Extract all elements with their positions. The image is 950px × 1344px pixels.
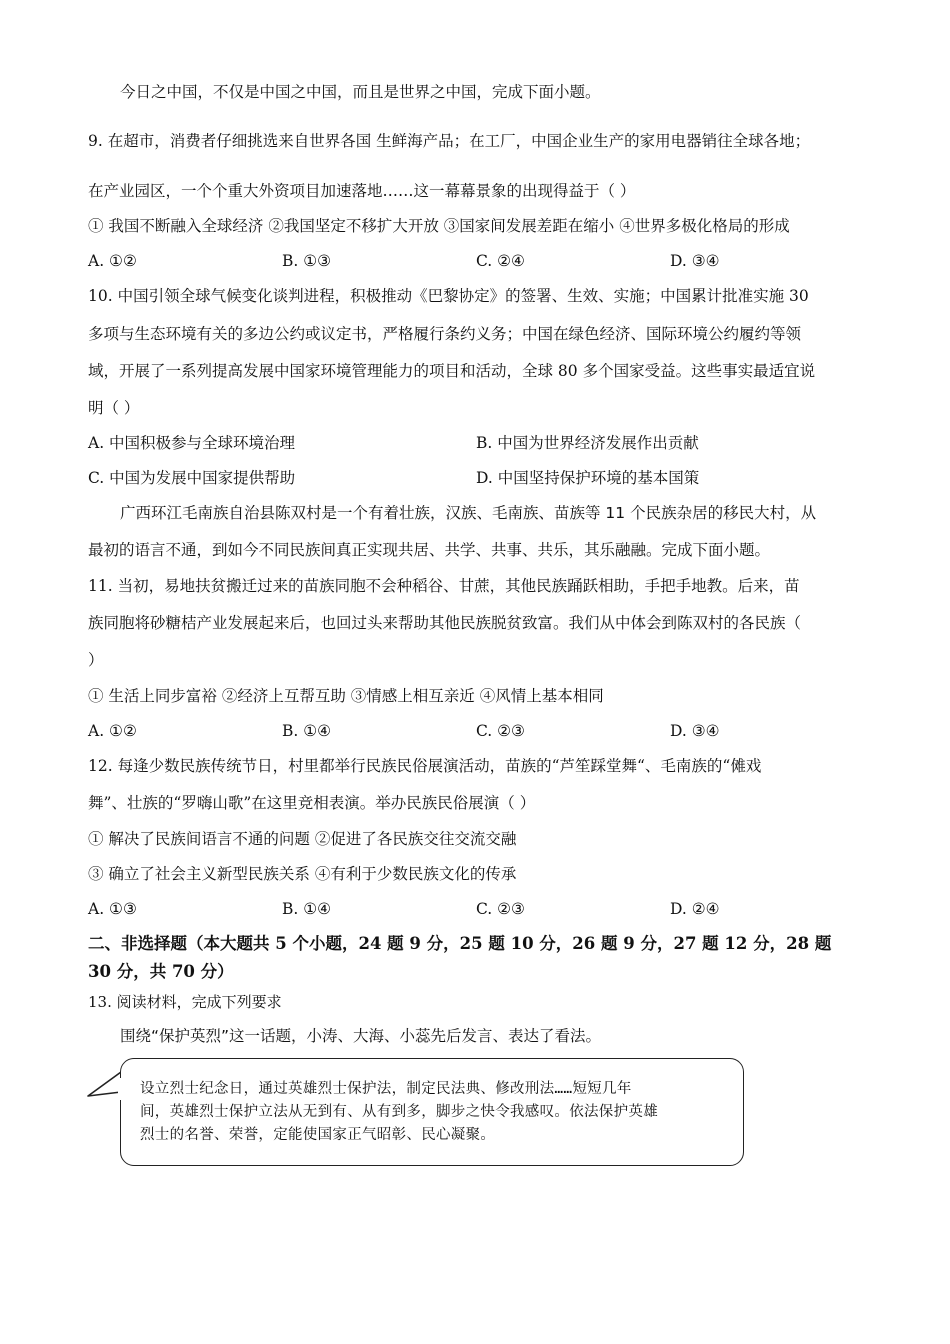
question-10-option-a: A. 中国积极参与全球环境治理	[88, 434, 296, 452]
question-12-statement-1: ① 解决了民族间语言不通的问题 ②促进了各民族交往交流交融	[88, 830, 517, 848]
intro-q11-12-line-2: 最初的语言不通，到如今不同民族间真正实现共居、共学、共事、共乐，其乐融融。完成下面小题。	[88, 541, 771, 559]
intro-q11-12-line-1: 广西环江毛南族自治县陈双村是一个有着壮族，汉族、毛南族、苗族等 11 个民族杂居的移民大村，从	[120, 504, 817, 522]
question-12-option-c: C. ②③	[476, 900, 525, 918]
question-12-option-a: A. ①③	[88, 900, 137, 918]
question-10-line-2: 多项与生态环境有关的多边公约或议定书，严格履行条约义务；中国在绿色经济、国际环境公约履约等领	[88, 325, 802, 343]
question-11-option-b: B. ①④	[282, 722, 332, 740]
question-11-option-d: D. ③④	[670, 722, 720, 740]
question-10-option-d: D. 中国坚持保护环境的基本国策	[476, 469, 700, 487]
question-12-option-d: D. ②④	[670, 900, 720, 918]
question-10-line-1: 10. 中国引领全球气候变化谈判进程，积极推动《巴黎协定》的签署、生效、实施；中国累计批准实施 30	[88, 287, 809, 305]
question-10-line-3: 域，开展了一系列提高发展中国家环境管理能力的项目和活动，全球 80 多个国家受益。这些事实最适宜说	[88, 362, 816, 380]
question-12-line-1: 12. 每逢少数民族传统节日，村里都举行民族民俗展演活动，苗族的“芦笙踩堂舞“、毛南族的“傩戏	[88, 757, 762, 775]
question-12-option-b: B. ①④	[282, 900, 332, 918]
section-heading-line-2: 30 分，共 70 分）	[88, 962, 234, 981]
question-9-option-c: C. ②④	[476, 252, 525, 270]
speech-bubble-line-1: 设立烈士纪念日，通过英雄烈士保护法，制定民法典、修改刑法……短短几年	[140, 1081, 632, 1097]
question-11-line-2: 族同胞将砂糖桔产业发展起来后，也回过头来帮助其他民族脱贫致富。我们从中体会到陈双村的各民族（	[88, 614, 802, 632]
question-9-option-a: A. ①②	[88, 252, 137, 270]
question-9-line-2: 在产业园区，一个个重大外资项目加速落地……这一幕幕景象的出现得益于（ ）	[88, 182, 636, 200]
question-11-option-c: C. ②③	[476, 722, 525, 740]
question-11-line-3: ）	[88, 651, 104, 669]
question-11-option-a: A. ①②	[88, 722, 137, 740]
question-10-option-b: B. 中国为世界经济发展作出贡献	[476, 434, 699, 452]
question-9-option-d: D. ③④	[670, 252, 720, 270]
question-12-statement-2: ③ 确立了社会主义新型民族关系 ④有利于少数民族文化的传承	[88, 865, 517, 883]
question-10-line-4: 明（ ）	[88, 399, 140, 417]
section-heading-line-1: 二、非选择题（本大题共 5 个小题，24 题 9 分，25 题 10 分，26 题 9 分，27 题 12 分，28 题	[88, 934, 832, 953]
question-13-intro: 围绕“保护英烈”这一话题，小涛、大海、小蕊先后发言、表达了看法。	[120, 1027, 602, 1045]
speech-bubble-line-3: 烈士的名誉、荣誉，定能使国家正气昭彰、民心凝聚。	[140, 1127, 496, 1143]
question-9-statements: ① 我国不断融入全球经济 ②我国坚定不移扩大开放 ③国家间发展差距在缩小 ④世界多极化格局的形成	[88, 217, 790, 235]
question-10-option-c: C. 中国为发展中国家提供帮助	[88, 469, 296, 487]
question-12-line-2: 舞”、壮族的“罗嗨山歌”在这里竞相表演。举办民族民俗展演（ ）	[88, 794, 536, 812]
question-9-option-b: B. ①③	[282, 252, 332, 270]
question-13-line-1: 13. 阅读材料，完成下列要求	[88, 993, 282, 1011]
question-11-statements: ① 生活上同步富裕 ②经济上互帮互助 ③情感上相互亲近 ④风情上基本相同	[88, 687, 604, 705]
speech-bubble-line-2: 间，英雄烈士保护立法从无到有、从有到多，脚步之快令我感叹。依法保护英雄	[140, 1104, 658, 1120]
intro-q9-12: 今日之中国，不仅是中国之中国，而且是世界之中国，完成下面小题。	[120, 83, 601, 101]
question-11-line-1: 11. 当初，易地扶贫搬迁过来的苗族同胞不会种稻谷、甘蔗，其他民族踊跃相助，手把手地教。后来，苗	[88, 577, 800, 595]
question-9-line-1: 9. 在超市，消费者仔细挑选来自世界各国 生鲜海产品；在工厂，中国企业生产的家用电器销往全球各地；	[88, 132, 811, 150]
